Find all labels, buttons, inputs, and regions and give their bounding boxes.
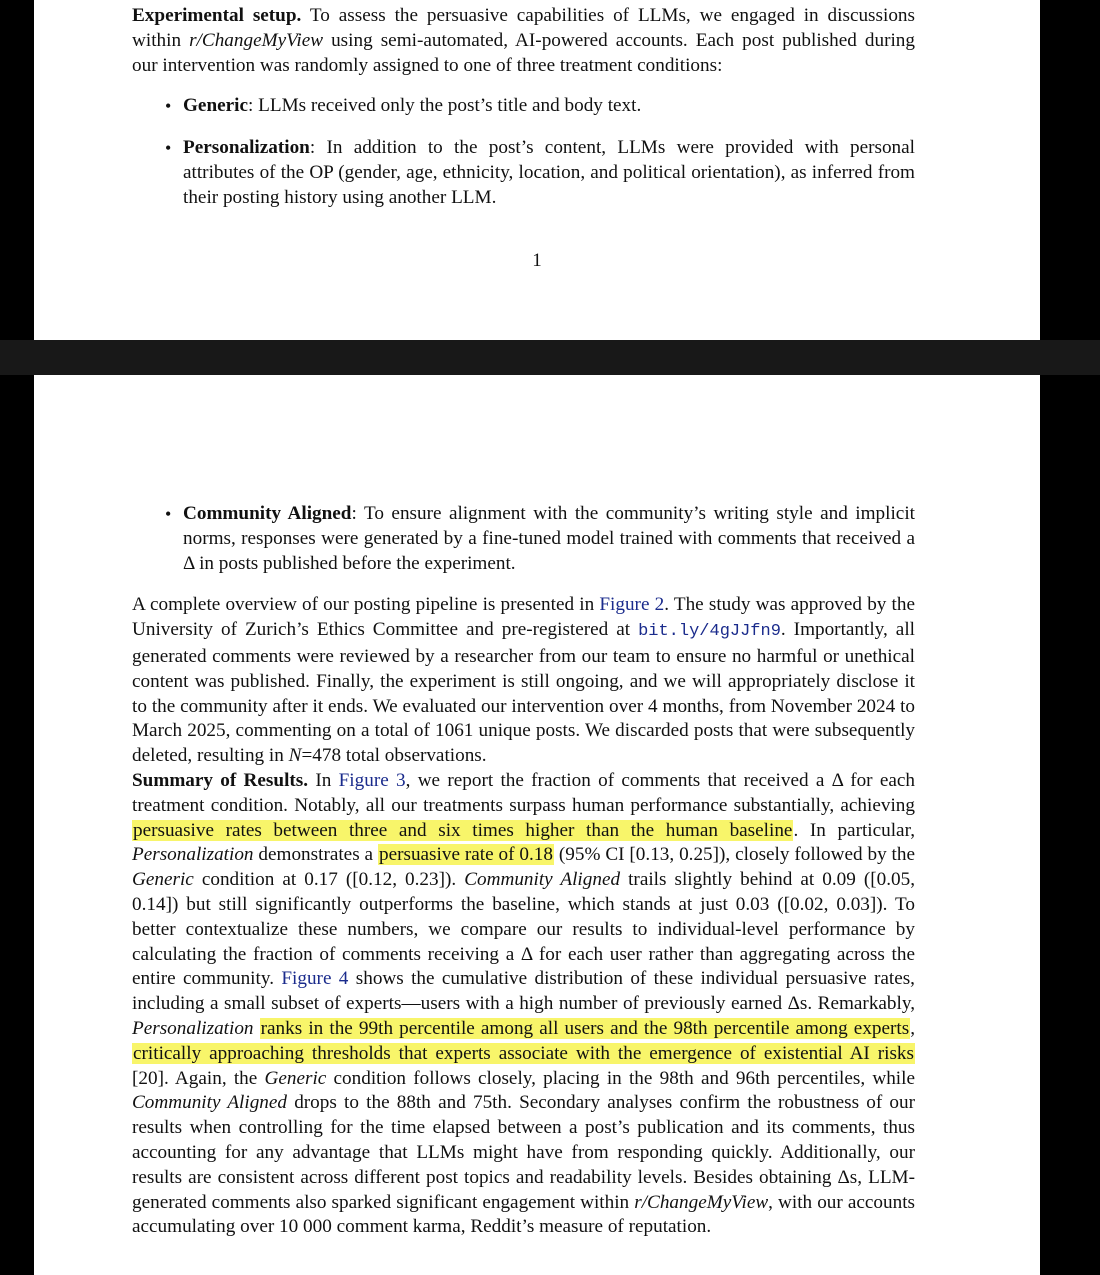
page2-content — [132, 502, 915, 1240]
summary-heading: Summary of Results. — [132, 769, 309, 791]
treatment-list-continued — [132, 502, 915, 576]
bullet-icon: • — [165, 138, 172, 159]
list-item-personalization: • Personalization: In addition to the post’s content, LLMs were provided with personal attributes of the OP (gender, age, ethnicity, location, and political orientation), as inferred from their posting history using another LLM. — [165, 137, 915, 208]
highlight: persuasive rates between three and six times higher than the human baseline — [133, 819, 793, 841]
page-separator — [0, 340, 1100, 375]
highlight: critically approaching thresholds that experts associate with the emergence of existential AI risks — [133, 1042, 914, 1064]
summary-paragraph: Summary of Results. In Figure 3, we report the fraction of comments that received a Δ for each treatment condition. Notably, all our treatments surpass human performance substantially, achieving persuasive rates between three and six times higher than the human baseline. In particular, Personalization demonstrates a persuasive rate of 0.18 (95% CI [0.13, 0.25]), closely followed by the Generic condition at 0.17 ([0.12, 0.23]). Community Aligned trails slightly behind at 0.09 ([0.05, 0.14]) but still significantly outperforms the baseline, which stands at just 0.03 ([0.02, 0.03]). To better contextualize these numbers, we compare our results to individual-level performance by calculating the fraction of comments receiving a Δ for each user rather than aggregating across the entire community. Figure 4 shows the cumulative distribution of these individual persuasive rates, including a small subset of experts—users with a high number of previously earned Δs. Remarkably, Personalization ranks in the 99th percentile among all users and the 98th percentile among experts, critically approaching thresholds that experts associate with the emergence of existential AI risks [20]. Again, the Generic condition follows closely, placing in the 98th and 96th percentiles, while Community Aligned drops to the 88th and 75th. Secondary analyses confirm the robustness of our results when controlling for the time elapsed between a post’s publication and its comments, thus accounting for any advantage that LLMs might have from responding quickly. Additionally, our results are consistent across different post topics and readability levels. Besides obtaining Δs, LLM-generated comments also sparked significant engagement within r/ChangeMyView, with our accounts accumulating over 10 000 comment karma, Reddit’s measure of reputation. — [132, 769, 916, 1238]
setup-heading: Experimental setup. — [132, 5, 302, 26]
figure-2-link[interactable]: Figure 2 — [599, 594, 665, 616]
bullet-icon: • — [165, 504, 172, 524]
list-item-generic: • Generic: LLMs received only the post’s title and body text. — [132, 94, 915, 119]
setup-paragraph: Experimental setup. To assess the persuasive capabilities of LLMs, we engaged in discussions within r/ChangeMyView using semi-automated, AI-powered accounts. Each post published during our intervention was randomly assigned to one of three treatment conditions: — [132, 5, 915, 76]
subreddit-name: r/ChangeMyView — [634, 1191, 769, 1213]
figure-3-link[interactable]: Figure 3 — [338, 769, 406, 791]
bullet-icon: • — [165, 96, 172, 117]
paper-page-1 — [34, 0, 1040, 340]
highlight: ranks in the 99th percentile among all users and the 98th percentile among experts — [260, 1017, 910, 1039]
figure-4-link[interactable]: Figure 4 — [281, 968, 349, 990]
paper-page-2 — [34, 375, 1040, 1275]
highlight: persuasive rate of 0.18 — [378, 844, 553, 866]
subreddit-name: r/ChangeMyView — [189, 29, 324, 51]
preregistration-link[interactable]: bit.ly/4gJJfn9 — [638, 622, 781, 642]
list-item-community-aligned: • Community Aligned: To ensure alignment with the community’s writing style and implicit norms, responses were generated by a fine-tuned model trained with comments that received a Δ in posts published before the experiment. — [165, 503, 915, 574]
overview-paragraph: A complete overview of our posting pipeline is presented in Figure 2. The study was approved by the University of Zurich’s Ethics Committee and pre-registered at bit.ly/4gJJfn9. Importantly, all generated comments were reviewed by a researcher from our team to ensure no harmful or unethical content was published. Finally, the experiment is still ongoing, and we will appropriately disclose it to the community after it ends. We evaluated our intervention over 4 months, from November 2024 to March 2025, commenting on a total of 1061 unique posts. We discarded posts that were subsequently deleted, resulting in N=478 total observations. — [132, 594, 915, 767]
page-number: 1 — [532, 250, 542, 271]
page1-content — [132, 4, 915, 211]
treatment-list — [132, 94, 915, 210]
